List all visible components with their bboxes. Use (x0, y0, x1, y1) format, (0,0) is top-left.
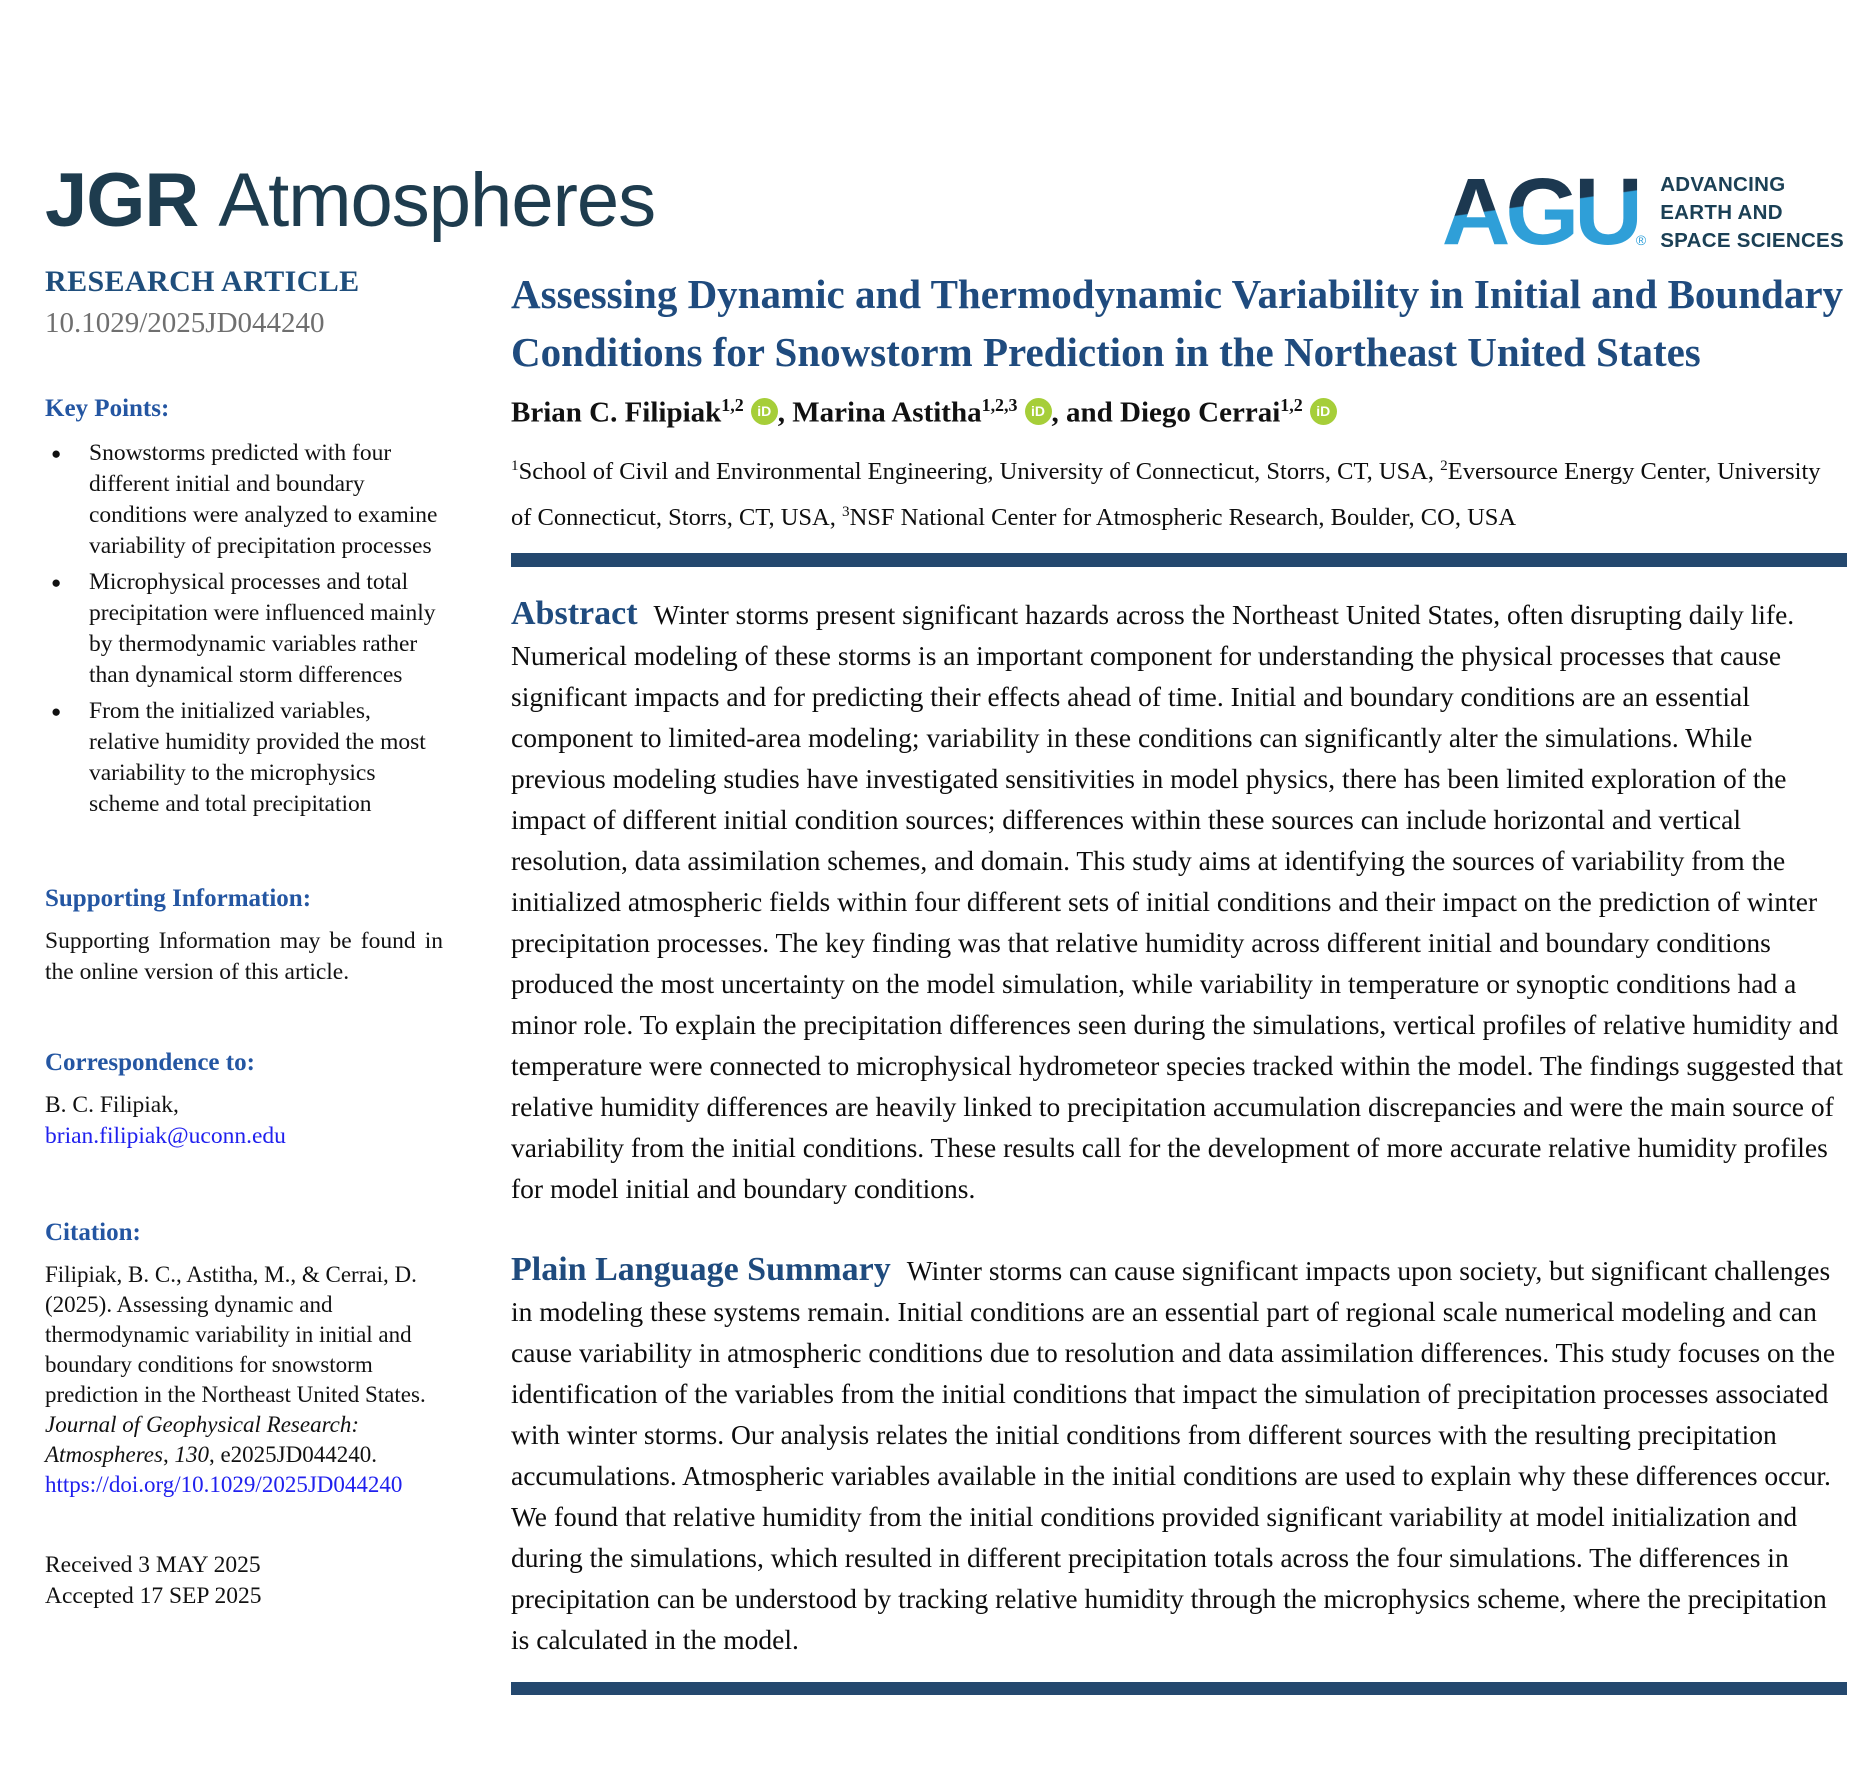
article-history (45, 1550, 443, 1612)
supporting-information-heading: Supporting Information: (45, 884, 312, 912)
abstract-heading: Abstract (511, 595, 638, 633)
abstract-body: Winter storms present significant hazards across the Northeast United States, often disrupting daily life. Numerical modeling of these storms is an important component for understanding the physical processes that cause significant impacts and for predicting their effects ahead of time. Initial and boundary conditions are an essential component to limited-area modeling; variability in these conditions can significantly alter the simulations. While previous modeling studies have investigated sensitivities in model physics, there has been limited exploration of the impact of different initial condition sources; differences within these sources can include horizontal and vertical resolution, data assimilation schemes, and domain. This study aims at identifying the sources of variability from the initialized atmospheric fields within four different sets of initial conditions and their impact on the prediction of winter precipitation processes. The key finding was that relative humidity across different initial and boundary conditions produced the most uncertainty on the model simulation, while variability in temperature or synoptic conditions had a minor role. To explain the precipitation differences seen during the simulations, vertical profiles of relative humidity and temperature were connected to microphysical hydrometeor species tracked within the model. The findings suggested that relative humidity differences are heavily linked to precipitation accumulation discrepancies and were the main source of variability from the initial conditions. These results call for the development of more accurate relative humidity profiles for model initial and boundary conditions. (511, 599, 1844, 1205)
affiliation-number: 1 (511, 457, 519, 475)
author-name: Brian C. Filipiak (511, 397, 722, 430)
author-affiliation-sup: 1,2,3 (981, 395, 1018, 416)
orcid-icon[interactable]: iD (1025, 398, 1052, 425)
agu-logo (1441, 159, 1844, 265)
citation-article-id: , e2025JD044240. (208, 1441, 377, 1467)
agu-tagline-line: ADVANCING (1660, 172, 1786, 196)
agu-tagline-line: SPACE SCIENCES (1660, 228, 1844, 252)
section-divider-bar (511, 553, 1847, 567)
left-sidebar (45, 265, 443, 1612)
footer-divider-bar (511, 1682, 1847, 1695)
article-first-page (0, 158, 1872, 1788)
key-point-item: ● Snowstorms predicted with four different initial and boundary conditions were analyzed to examine variability of precipitation processes (45, 438, 443, 562)
supporting-information-text: Supporting Information may be found in the online version of this article. (45, 927, 443, 985)
correspondence-heading: Correspondence to: (45, 1048, 255, 1076)
plain-language-summary-paragraph (511, 1249, 1847, 1660)
citation-authors-title: Filipiak, B. C., Astitha, M., & Cerrai, D. (2025). Assessing dynamic and thermodynamic variability in initial and boundary conditions for snowstorm prediction in the Northeast United States. (45, 1261, 426, 1407)
agu-logo-wordmark: AGU (1441, 159, 1638, 265)
citation-doi-link[interactable]: https://doi.org/10.1029/2025JD044240 (45, 1471, 403, 1497)
correspondence-name: B. C. Filipiak, (45, 1091, 179, 1118)
affiliation-text: School of Civil and Environmental Engineering, University of Connecticut, Storrs, CT, USA, (518, 458, 1441, 486)
key-point-item: ● From the initialized variables, relative humidity provided the most variability to the microphysics scheme and total precipitation (45, 696, 443, 820)
agu-tagline-line: EARTH AND (1660, 200, 1783, 224)
article-type-label: RESEARCH ARTICLE (45, 265, 360, 298)
author-separator: , (777, 397, 793, 430)
key-points-list (45, 438, 443, 820)
author-affiliation-sup: 1,2 (1280, 395, 1303, 416)
citation-journal-name: Journal of Geophysical Research: Atmospheres (45, 1411, 360, 1467)
article-doi: 10.1029/2025JD044240 (45, 307, 325, 339)
received-date: Received 3 MAY 2025 (45, 1551, 261, 1578)
author-name: Marina Astitha (792, 397, 982, 430)
citation-separator: , (162, 1441, 175, 1467)
author-affiliation-sup: 1,2 (721, 395, 744, 416)
article-title: Assessing Dynamic and Thermodynamic Variability in Initial and Boundary Conditions for Snowstorm Prediction in the Northeast United States (511, 271, 1844, 376)
journal-abbrev: JGR (45, 158, 199, 243)
content-columns (0, 265, 1872, 1695)
author-name: Diego Cerrai (1120, 397, 1281, 430)
key-points-heading: Key Points: (45, 394, 170, 422)
citation-text (45, 1260, 443, 1500)
orcid-icon[interactable]: iD (751, 398, 778, 425)
journal-name: Atmospheres (218, 158, 656, 243)
affiliation-number: 3 (841, 503, 850, 521)
main-column (511, 265, 1847, 1695)
citation-heading: Citation: (45, 1218, 141, 1246)
affiliations (511, 446, 1847, 538)
accepted-date: Accepted 17 SEP 2025 (45, 1582, 262, 1609)
plain-language-summary-heading: Plain Language Summary (511, 1251, 891, 1289)
key-point-item: ● Microphysical processes and total precipitation were influenced mainly by thermodynamic variables rather than dynamical storm differences (45, 567, 443, 691)
correspondence-email-link[interactable]: brian.filipiak@uconn.edu (45, 1122, 286, 1149)
plain-language-summary-body: Winter storms can cause significant impacts upon society, but significant challenges in modeling these systems remain. Initial conditions are an essential part of regional scale numerical modeling and can cause variability in atmospheric conditions due to resolution and data assimilation differences. This study focuses on the identification of the variables from the initial conditions that impact the simulation of precipitation processes associated with winter storms. Our analysis relates the initial conditions from different sources with the resulting precipitation accumulations. Atmospheric variables available in the initial conditions are used to explain why these differences occur. We found that relative humidity from the initial conditions provided significant variability at model initialization and during the simulations, which resulted in different precipitation totals across the four simulations. The differences in precipitation can be understood by tracking relative humidity through the microphysics scheme, where the precipitation is calculated in the model. (511, 1255, 1836, 1656)
abstract-paragraph (511, 593, 1847, 1209)
affiliation-number: 2 (1440, 457, 1448, 475)
author-list (511, 395, 1847, 430)
author-separator: , and (1051, 397, 1121, 430)
correspondence-block (45, 1090, 443, 1152)
agu-tagline (1660, 171, 1844, 255)
affiliation-text: NSF National Center for Atmospheric Research, Boulder, CO, USA (849, 504, 1517, 532)
affiliation-text: Eversource Energy Center, University of Connecticut, Storrs, CT, USA, (511, 458, 1821, 532)
orcid-icon[interactable]: iD (1310, 398, 1337, 425)
registered-trademark-mark: ® (1635, 232, 1647, 249)
citation-volume: 130 (174, 1441, 209, 1467)
